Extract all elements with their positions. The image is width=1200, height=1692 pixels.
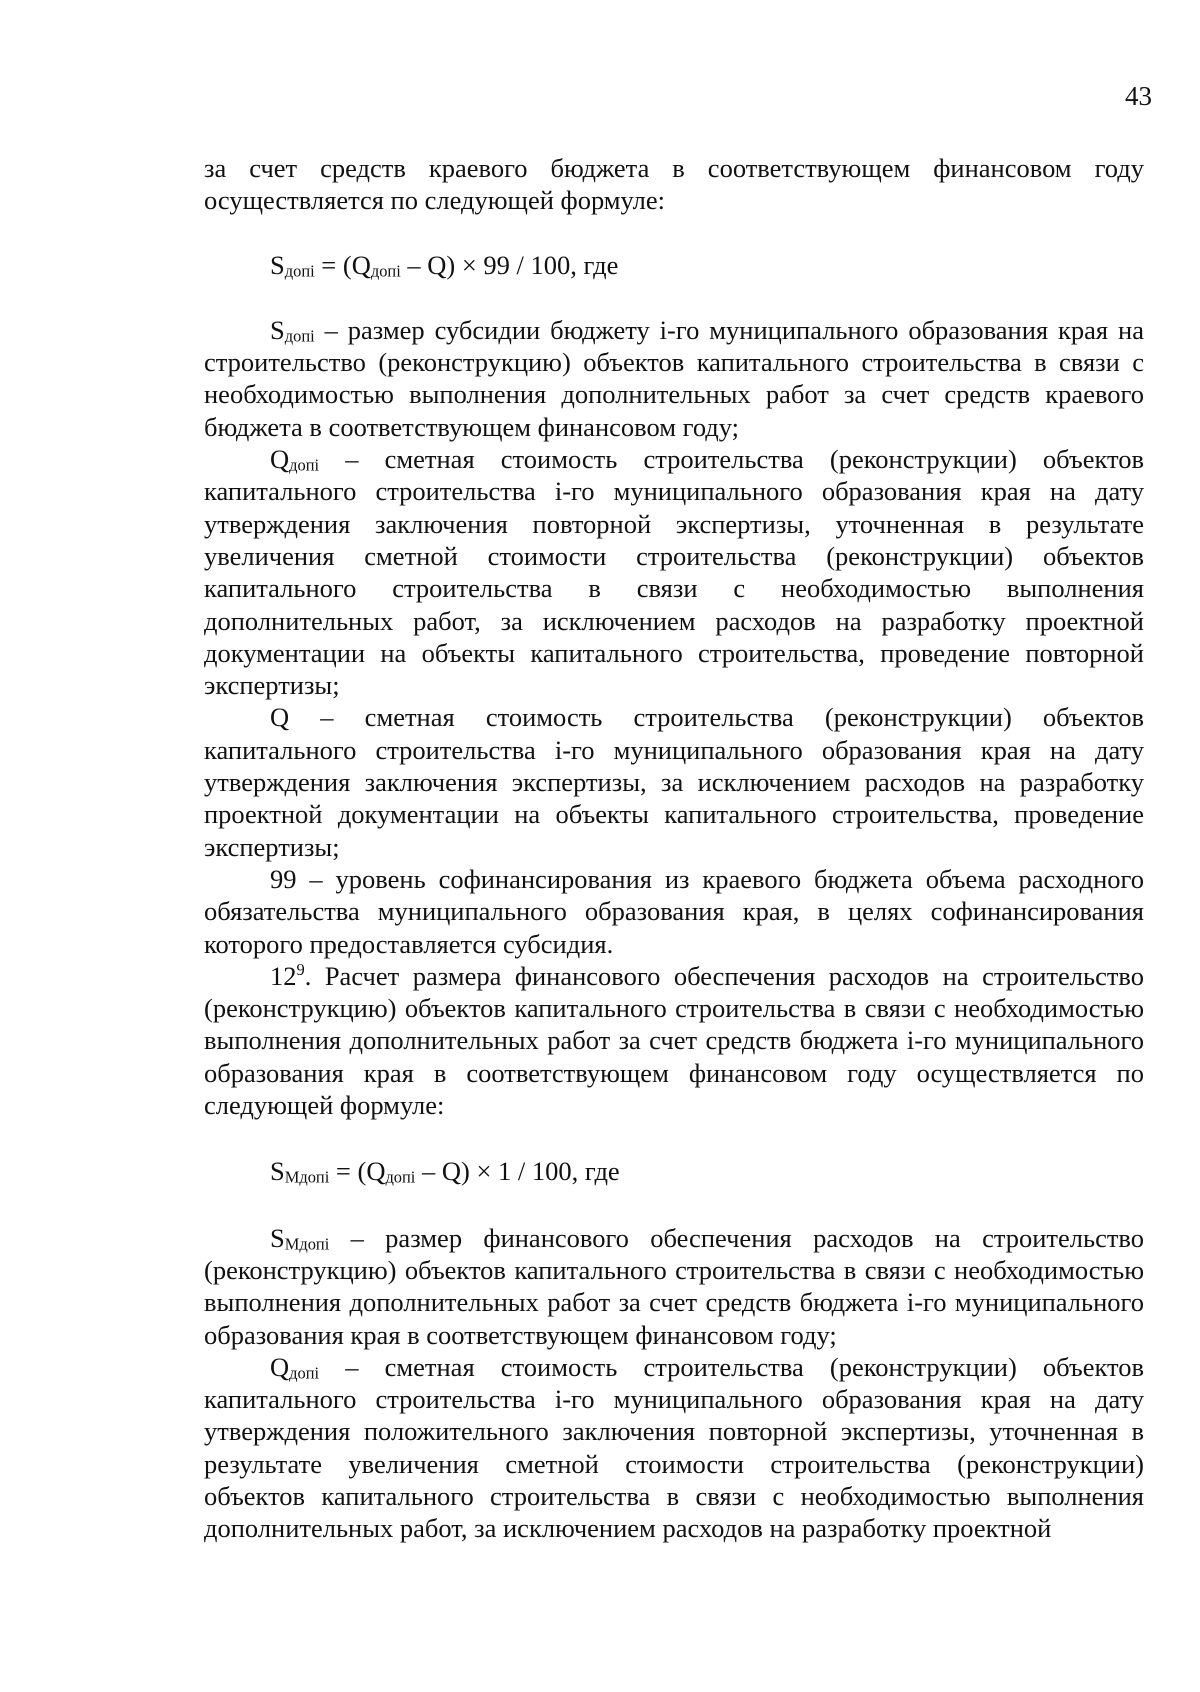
formula-symbol: Q [366,1156,386,1187]
definition-paragraph [204,701,1144,862]
formula-subscript: допi [370,261,401,281]
definition-text: – размер субсидии бюджету i-го муниципального образования края на строительство (реконструкцию) объектов капитального строительства в связи с необходимостью выполнения дополнительных работ за счет средств краевого бюджета в соответствующем финансовом году; [204,314,1144,442]
definition-text: – размер финансового обеспечения расходов на строительство (реконструкцию) объектов капитального строительства в связи с необходимостью выполнения дополнительных работ за счет средств бюджета i-го муниципального образования края в соответствующем финансовом году; [204,1222,1144,1350]
formula-text: = ( [314,249,352,280]
definition-text: – уровень софинансирования из краевого бюджета объема расходного обязательства муниципального образования края, в целях софинансирования которого предоставляется субсидия. [204,863,1144,959]
definition-paragraph [204,314,1144,443]
definition-subscript: допi [289,1363,320,1383]
definition-symbol: Q [270,1351,290,1382]
clause-paragraph [204,960,1144,1121]
formula-subscript: Мдопi [284,1167,330,1187]
definition-paragraph [204,443,1144,701]
clause-text: . Расчет размера финансового обеспечения расходов на строительство (реконструкцию) объектов капитального строительства в связи с необходимостью выполнения дополнительных работ за счет средств бюджета i-го муниципального образования края в соответствующем финансовом году осуществляется по следующей формуле: [204,960,1144,1121]
definition-text: – сметная стоимость строительства (реконструкции) объектов капитального строительства i-го муниципального образования края на дату утверждения заключения повторной экспертизы, уточненная в результате увеличения сметной стоимости строительства (реконструкции) объектов капитального строительства в связи с необходимостью выполнения дополнительных работ, за исключением расходов на разработку проектной документации на объекты капитального строительства, проведение повторной экспертизы; [204,444,1144,701]
formula-municipal [204,1155,1144,1187]
definition-text: – сметная стоимость строительства (реконструкции) объектов капитального строительства i-го муниципального образования края на дату утверждения положительного заключения повторной экспертизы, уточненная в результате увеличения сметной стоимости строительства (реконструкции) объектов капитального строительства в связи с необходимостью выполнения дополнительных работ, за исключением расходов на разработку проектной [204,1351,1144,1544]
intro-paragraph: за счет средств краевого бюджета в соответствующем финансовом году осуществляется по следующей формуле: [204,153,1144,216]
formula-text: – Q) × 1 / 100, где [415,1156,620,1187]
formula-subsidy [204,249,1144,281]
definition-symbol: Q [270,702,290,733]
document-body [204,152,1144,1545]
definition-symbol: 99 [270,863,297,894]
formula-symbol: Q [351,249,371,280]
formula-subscript: допi [385,1167,416,1187]
definition-paragraph [204,1222,1144,1351]
definition-paragraph [204,863,1144,960]
clause-number: 12 [270,960,297,991]
definition-symbol: S [270,314,285,345]
definition-paragraph [204,1351,1144,1545]
clause-superscript: 9 [296,959,305,979]
formula-symbol: S [270,249,285,280]
definition-text: – сметная стоимость строительства (реконструкции) объектов капитального строительства i-го муниципального образования края на дату утверждения заключения экспертизы, за исключением расходов на разработку проектной документации на объекты капитального строительства, проведение экспертизы; [204,702,1144,862]
definition-subscript: допi [284,326,315,346]
formula-text: – Q) × 99 / 100, где [400,249,619,280]
definition-symbol: S [270,1222,285,1253]
formula-text: = ( [329,1156,367,1187]
definition-subscript: Мдопi [284,1234,330,1254]
definition-symbol: Q [270,444,290,475]
formula-subscript: допi [284,261,315,281]
formula-symbol: S [270,1156,285,1187]
page-number: 43 [1125,81,1152,111]
definition-subscript: допi [289,455,320,475]
